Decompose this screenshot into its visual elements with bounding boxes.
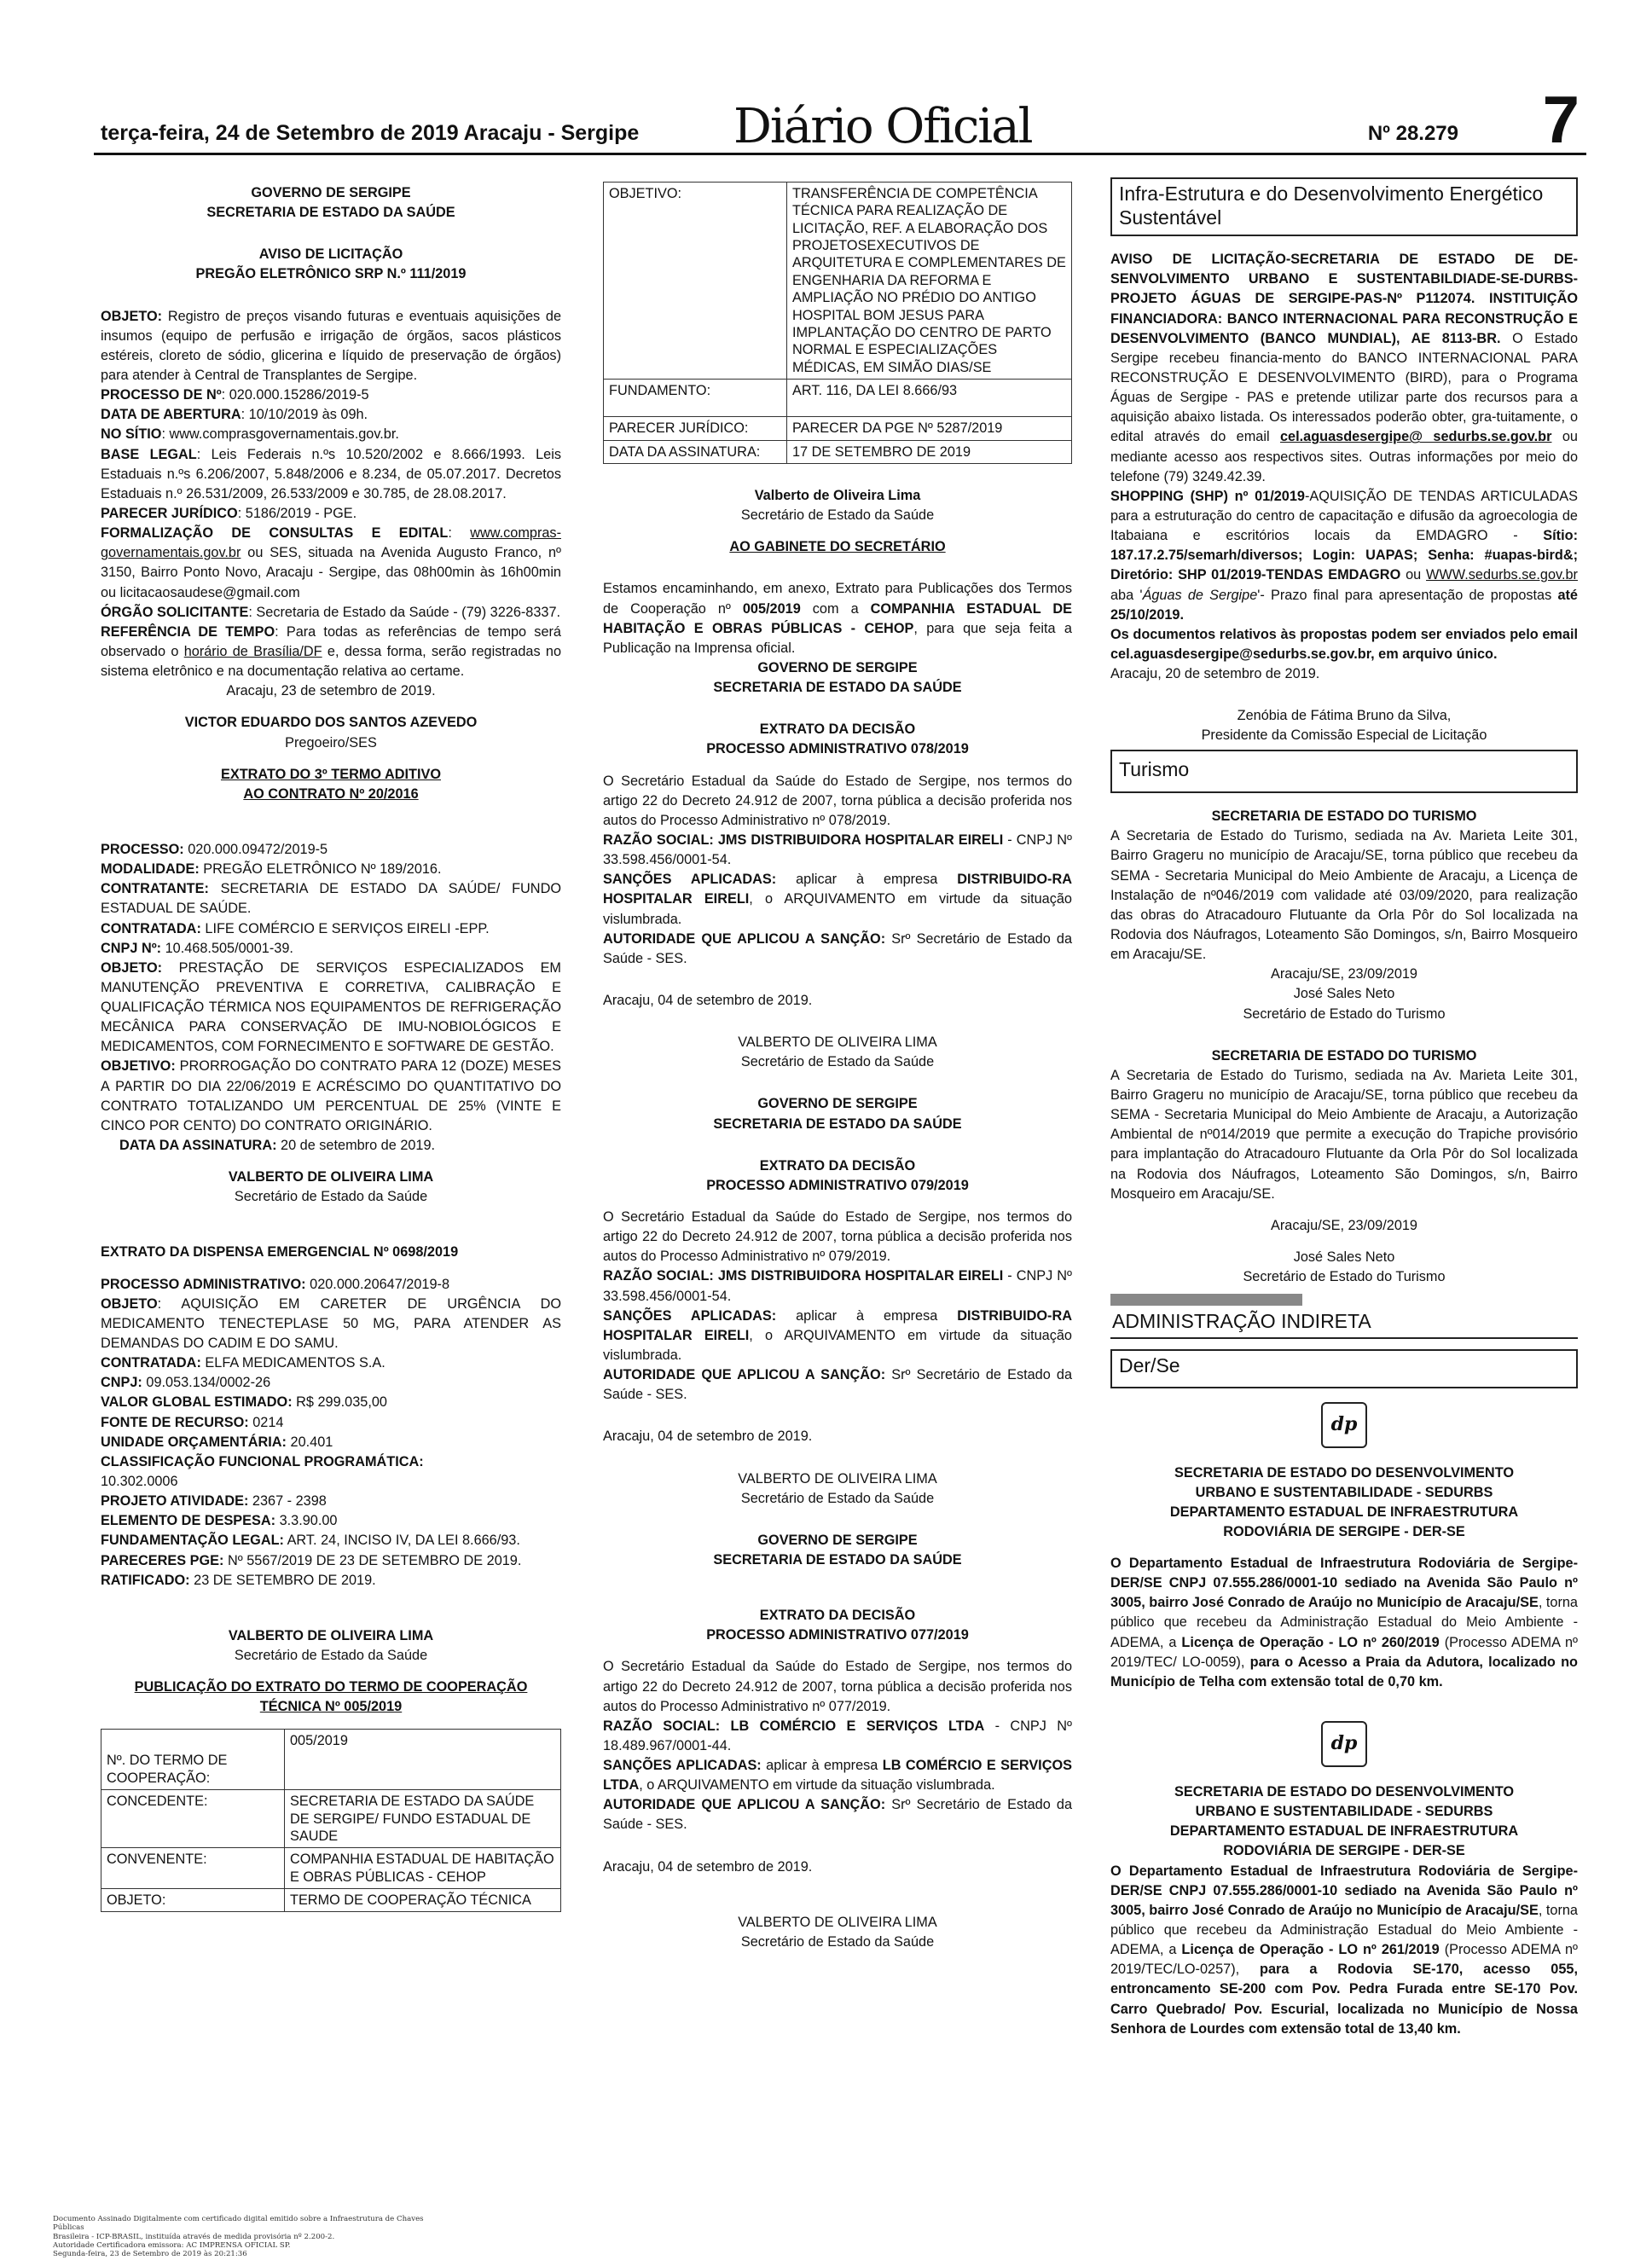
pregao-heading: PREGÃO ELETRÔNICO SRP N.º 111/2019: [195, 266, 467, 282]
objetivo: OBJETIVO: PRORROGAÇÃO DO CONTRATO PARA 12 (DOZE) MESES A PARTIR DO DIA 22/06/2019 E ACRÉSCIMO DO QUANTITATIVO DO CONTRATO TOTALIZANDO UM PERCENTUAL DE 25% (VINTE E CINCO POR CENTO) DO CONTRATO ORIGINÁRIO.: [101, 1058, 561, 1133]
abertura-line: DATA DE ABERTURA: 10/10/2019 às 09h.: [101, 407, 368, 423]
decisao-text: O Secretário Estadual da Saúde do Estado de Sergipe, nos termos do artigo 22 do Decreto 24.912 de 2007, torna pública a decisão proferida nos autos do Processo Administrativo nº 078/2019.: [603, 773, 1072, 828]
table-row: FUNDAMENTO: ART. 116, DA LEI 8.666/93: [604, 379, 1072, 416]
turismo-text-2: A Secretaria de Estado do Turismo, sediada na Av. Marieta Leite 301, Bairro Grageru no município de Aracaju/SE, torna público que recebeu da SEMA - Secretaria Municipal do Meio Ambiente de Aracaju, a Autorização Ambiental de nº014/2019 que permite a execução do Trapiche provisório para implantação do Atracadouro Flutuante da Orla Pôr do Sol localizada na Rodovia dos Náufragos, Loteamento São Domingos, s/n, Bairro Mosqueiro em Aracaju/SE.: [1110, 1067, 1578, 1202]
signer-name: Valberto de Oliveira Lima: [754, 488, 921, 504]
projeto-atividade: PROJETO ATIVIDADE: 2367 - 2398: [101, 1493, 327, 1510]
aviso-heading: AVISO DE LICITAÇÃO: [258, 246, 403, 263]
base-legal: BASE LEGAL: Leis Federais n.ºs 10.520/2002 e 8.666/1993. Leis Estaduais n.ºs 6.206/2007, 5.848/2006 e 8.234, de 05.07.2017. Decretos Estaduais n.º 26.531/2009, 26.533/2009 e 30.785, de 28.08.2017.: [101, 446, 561, 501]
cooperacao-table: [101, 1729, 561, 1912]
signer-role: Pregoeiro/SES: [285, 734, 377, 751]
table-row: CONCEDENTE: SECRETARIA DE ESTADO DA SAÚDE DE SERGIPE/ FUNDO ESTADUAL DE SAUDE: [101, 1790, 561, 1848]
turismo-heading: SECRETARIA DE ESTADO DO TURISMO: [1211, 1047, 1477, 1063]
autoridade: AUTORIDADE QUE APLICOU A SANÇÃO: Srº Secretário de Estado da Saúde - SES.: [603, 930, 1072, 966]
signer-name: VICTOR EDUARDO DOS SANTOS AZEVEDO: [184, 715, 478, 731]
contratante: CONTRATANTE: SECRETARIA DE ESTADO DA SAÚDE/ FUNDO ESTADUAL DE SAÚDE.: [101, 881, 561, 917]
signer-name: José Sales Neto: [1293, 1249, 1395, 1265]
sedurbs-link[interactable]: WWW.sedurbs.se.gov.br: [1426, 567, 1578, 583]
gabinete-heading: AO GABINETE DO SECRETÁRIO: [729, 539, 946, 555]
der-logo-icon: dp: [1321, 1721, 1367, 1767]
signer-role: Secretário de Estado da Saúde: [740, 507, 935, 524]
edition-number: Nº 28.279: [1367, 122, 1458, 145]
sancoes: SANÇÕES APLICADAS: aplicar à empresa DISTRIBUIDO-RA HOSPITALAR EIRELI, o ARQUIVAMENTO em virtude da situação vislumbrada.: [603, 872, 1072, 927]
decisao-heading: EXTRATO DA DECISÃO: [759, 1608, 916, 1624]
signer-role: Secretário de Estado da Saúde: [234, 1189, 428, 1205]
signer-role: Secretário de Estado do Turismo: [1243, 1006, 1446, 1022]
extrato-title: EXTRATO DO 3º TERMO ADITIVO: [220, 766, 442, 782]
signer-role: Secretário de Estado do Turismo: [1243, 1269, 1446, 1285]
der-heading: DEPARTAMENTO ESTADUAL DE INFRAESTRUTURA: [1169, 1504, 1519, 1520]
publicacao-subtitle: TÉCNICA Nº 005/2019: [259, 1699, 403, 1715]
der-heading: URBANO E SUSTENTABILIDADE - SEDURBS: [1195, 1804, 1493, 1820]
pareceres: PARECERES PGE: Nº 5567/2019 DE 23 DE SETEMBRO DE 2019.: [101, 1552, 522, 1568]
objeto2: OBJETO: PRESTAÇÃO DE SERVIÇOS ESPECIALIZADOS EM MANUTENÇÃO PREVENTIVA E CORRETIVA, CALIBRAÇÃO E QUALIFICAÇÃO TÉRMICA NOS EQUIPAMENTOS DE REFRIGERAÇÃO MECÂNICA PARA CONSERVAÇÃO DE IMU-NOBIOLÓGICOS E MEDICAMENTOS, COM FORNECIMENTO E SOFTWARE DE GESTÃO.: [101, 959, 561, 1055]
der-text-2: O Departamento Estadual de Infraestrutura Rodoviária de Sergipe-DER/SE CNPJ 07.555.286/0001-10 sediado na Avenida São Paulo nº 3005, bairro José Conrado de Araújo no Município de Aracaju/SE, torna público que recebeu da Administração Estadual do Meio Ambiente - ADEMA, a Licença de Operação - LO nº 261/2019 (Processo ADEMA nº 2019/TEC/LO-0257), para a Rodovia SE-170, acesso 055, entroncamento SE-200 com Pov. Pedra Furada entre SE-170 Pov. Carro Quebrado/ Pov. Escurial, localizada no Município de Nossa Senhora de Lourdes com extensão total de 13,40 km.: [1110, 1863, 1579, 2037]
publicacao-title: PUBLICAÇÃO DO EXTRATO DO TERMO DE COOPERAÇÃO: [134, 1679, 528, 1695]
decisao-heading: EXTRATO DA DECISÃO: [759, 722, 916, 738]
elemento-despesa: ELEMENTO DE DESPESA: 3.3.90.00: [101, 1513, 338, 1529]
sec-heading: SECRETARIA DE ESTADO DA SAÚDE: [713, 680, 962, 696]
signer-name: VALBERTO DE OLIVEIRA LIMA: [228, 1627, 434, 1643]
der-logo-icon: dp: [1321, 1402, 1367, 1448]
autoridade: AUTORIDADE QUE APLICOU A SANÇÃO: Srº Secretário de Estado da Saúde - SES.: [603, 1367, 1072, 1403]
data-assinatura: DATA DA ASSINATURA: 20 de setembro de 2019.: [119, 1138, 436, 1154]
signer-role: Secretário de Estado da Saúde: [740, 1933, 935, 1950]
local-date: Aracaju, 04 de setembro de 2019.: [603, 1429, 813, 1445]
column-2: [603, 182, 1072, 1952]
modalidade: MODALIDADE: PREGÃO ELETRÔNICO Nº 189/2016.: [101, 861, 442, 878]
sec-heading: SECRETARIA DE ESTADO DA SAÚDE: [713, 1116, 962, 1132]
autoridade: AUTORIDADE QUE APLICOU A SANÇÃO: Srº Secretário de Estado da Saúde - SES.: [603, 1797, 1072, 1833]
column-3: [1110, 177, 1578, 2039]
table-row: Nº. DO TERMO DE COOPERAÇÃO: 005/2019: [101, 1730, 561, 1790]
signer-name: VALBERTO DE OLIVEIRA LIMA: [228, 1169, 434, 1185]
header-date: terça-feira, 24 de Setembro de 2019 Aracaju - Sergipe: [101, 121, 640, 145]
sec-heading: SECRETARIA DE ESTADO DA SAÚDE: [206, 205, 455, 221]
signer-role: Secretário de Estado da Saúde: [234, 1648, 428, 1663]
decisao-text: O Secretário Estadual da Saúde do Estado de Sergipe, nos termos do artigo 22 do Decreto 24.912 de 2007, torna pública a decisão proferida nos autos do Processo Administrativo nº 079/2019.: [603, 1208, 1072, 1265]
table-row: OBJETO: TERMO DE COOPERAÇÃO TÉCNICA: [101, 1888, 561, 1911]
encaminhamento: Estamos encaminhando, em anexo, Extrato para Publicações dos Termos de Cooperação nº 005/2019 com a COMPANHIA ESTADUAL DE HABITAÇÃO E OBRAS PÚBLICAS - CEHOP, para que seja feita a Publicação na Imprensa oficial.: [603, 581, 1073, 656]
der-heading: SECRETARIA DE ESTADO DO DESENVOLVIMENTO: [1174, 1464, 1515, 1481]
page-number: 7: [1542, 82, 1580, 157]
parecer-line: PARECER JURÍDICO: 5186/2019 - PGE.: [101, 505, 357, 521]
section-infraestrutura: Infra-Estrutura e do Desenvolvimento Energético Sustentável: [1110, 177, 1578, 236]
signer-role: Secretário de Estado da Saúde: [740, 1490, 935, 1506]
gov-heading: GOVERNO DE SERGIPE: [757, 1096, 918, 1112]
cnpj3: CNPJ: 09.053.134/0002-26: [101, 1375, 271, 1391]
column-1: [101, 183, 561, 1912]
turismo-date: Aracaju/SE, 23/09/2019: [1271, 966, 1417, 982]
signer-name: Zenóbia de Fátima Bruno da Silva,: [1237, 708, 1452, 724]
table-row: DATA DA ASSINATURA: 17 DE SETEMBRO DE 2019: [604, 440, 1072, 463]
der-text-1: O Departamento Estadual de Infraestrutura Rodoviária de Sergipe-DER/SE CNPJ 07.555.286/0001-10 sediado na Avenida São Paulo nº 3005, bairro José Conrado de Araújo no Município de Aracaju/SE, torna público que recebeu da Administração Estadual do Meio Ambiente - ADEMA, a Licença de Operação - LO nº 260/2019 (Processo ADEMA nº 2019/TEC/ LO-0059), para o Acesso a Praia da Adutora, localizado no Município de Telha com extensão total de 0,70 km.: [1110, 1556, 1579, 1689]
local-date: Aracaju, 04 de setembro de 2019.: [603, 992, 813, 1008]
orgao-line: ÓRGÃO SOLICITANTE: Secretaria de Estado da Saúde - (79) 3226-8337.: [101, 604, 561, 620]
sitio-line: NO SÍTIO: www.comprasgovernamentais.gov.br.: [101, 426, 399, 443]
aviso-licitacao: AVISO DE LICITAÇÃO-SECRETARIA DE ESTADO DE DE-SENVOLVIMENTO URBANO E SUSTENTABILDIADE-SE-DURBS-PROJETO ÁGUAS DE SERGIPE-PAS-Nº P112074. INSTITUIÇÃO FINANCIADORA: BANCO INTERNACIONAL PARA RECONSTRUÇÃO E DESENVOLVIMENTO (BANCO MUNDIAL), AE 8113-BR. O Estado Sergipe recebeu financia-mento do BANCO INTERNACIONAL PARA RECONSTRUÇÃO E DESENVOLVIMENTO (BIRD), para o Programa Águas de Sergipe - PAS e pretende utilizar parte dos recursos para a aquisição abaixo listada. Os interessados poderão obter, gra-tuitamente, o edital através do email cel.aguasdesergipe@ sedurbs.se.gov.br ou mediante acesso aos respectivos sites. Outras informações por meio do telefone (79) 3249.42.39.: [1110, 252, 1578, 484]
fundamentacao: FUNDAMENTAÇÃO LEGAL: ART. 24, INCISO IV, DA LEI 8.666/93.: [101, 1533, 520, 1549]
decisao-heading: EXTRATO DA DECISÃO: [759, 1157, 916, 1174]
processo-line: PROCESSO DE Nº: 020.000.15286/2019-5: [101, 387, 369, 403]
gov-heading: GOVERNO DE SERGIPE: [251, 185, 411, 200]
local-date: Aracaju, 20 de setembro de 2019.: [1110, 666, 1320, 682]
fonte-recurso: FONTE DE RECURSO: 0214: [101, 1414, 284, 1430]
documentos: Os documentos relativos às propostas podem ser enviados pelo email cel.aguasdesergipe@sedurbs.se.gov.br, em arquivo único.: [1110, 626, 1578, 662]
der-heading: RODOVIÁRIA DE SERGIPE - DER-SE: [1223, 1843, 1465, 1859]
ratificado: RATIFICADO: 23 DE SETEMBRO DE 2019.: [101, 1572, 376, 1588]
objeto-paragraph: OBJETO: Registro de preços visando futuras e eventuais aquisições de insumos (equipo de perfusão e irrigação de órgãos, sacos plásticos estéreis, cloreto de sódio, glicerina e líquido de preservação de órgãos) para atender à Central de Transplantes de Sergipe.: [101, 308, 561, 383]
masthead-title: Diário Oficial: [733, 99, 1032, 154]
valor-global: VALOR GLOBAL ESTIMADO: R$ 299.035,00: [101, 1394, 387, 1411]
turismo-date: Aracaju/SE, 23/09/2019: [1271, 1217, 1417, 1233]
sec-heading: SECRETARIA DE ESTADO DA SAÚDE: [713, 1551, 962, 1568]
gov-heading: GOVERNO DE SERGIPE: [757, 1532, 918, 1548]
decisao-text: O Secretário Estadual da Saúde do Estado de Sergipe, nos termos do artigo 22 do Decreto 24.912 de 2007, torna pública a decisão proferida nos autos do Processo Administrativo nº 077/2019.: [603, 1659, 1072, 1714]
cnpj: CNPJ Nº: 10.468.505/0001-39.: [101, 940, 293, 956]
sancoes: SANÇÕES APLICADAS: aplicar à empresa LB COMÉRCIO E SERVIÇOS LTDA, o ARQUIVAMENTO em virtude da situação vislumbrada.: [603, 1758, 1072, 1794]
processo2: PROCESSO: 020.000.09472/2019-5: [101, 841, 328, 857]
formalizacao: FORMALIZAÇÃO DE CONSULTAS E EDITAL: www.compras-governamentais.gov.br ou SES, situada na Avenida Augusto Franco, nº 3150, Bairro Ponto Novo, Aracaju - Sergipe, das 08h00min às 16h00min ou licitacaosaudese@gmail.com: [101, 525, 561, 600]
section-turismo: Turismo: [1110, 750, 1578, 794]
extrato-subtitle: AO CONTRATO Nº 20/2016: [243, 785, 419, 802]
sancoes: SANÇÕES APLICADAS: aplicar à empresa DISTRIBUIDO-RA HOSPITALAR EIRELI, o ARQUIVAMENTO em virtude da situação vislumbrada.: [603, 1307, 1072, 1363]
razao-social: RAZÃO SOCIAL: LB COMÉRCIO E SERVIÇOS LTDA - CNPJ Nº 18.489.967/0001-44.: [603, 1718, 1072, 1753]
section-der: Der/Se: [1110, 1349, 1578, 1388]
der-heading: SECRETARIA DE ESTADO DO DESENVOLVIMENTO: [1174, 1784, 1515, 1800]
unidade-orcamentaria: UNIDADE ORÇAMENTÁRIA: 20.401: [101, 1434, 333, 1450]
page-header: [94, 82, 1586, 157]
signer-name: VALBERTO DE OLIVEIRA LIMA: [738, 1034, 937, 1051]
classificacao: CLASSIFICAÇÃO FUNCIONAL PROGRAMÁTICA: 10.302.0006: [101, 1453, 424, 1490]
table-row: OBJETIVO: TRANSFERÊNCIA DE COMPETÊNCIA TÉCNICA PARA REALIZAÇÃO DE LICITAÇÃO, REF. A ELABORAÇÃO DOS PROJETOSEXECUTIVOS DE ARQUITETURA E COMPLEMENTARES DE ENGENHARIA DA REFORMA E AMPLIAÇÃO NO PRÉDIO DO ANTIGO HOSPITAL BOM JESUS PARA IMPLANTAÇÃO DO CENTRO DE PARTO NORMAL E ESPECIALIZAÇÕES MÉDICAS, EM SIMÃO DIAS/SE: [604, 183, 1072, 380]
certificate-footer: Documento Assinado Digitalmente com certificado digital emitido sobre a Infraestrutura de Chaves Públicas Brasileira - ICP-BRASIL, instituída através de medida provisória nº 2.200-2. Autoridade Certificadora emissora: AC IMPRENSA OFICIAL SP. Segunda-feira, 23 de Setembro de 2019 às 20:21:36: [53, 2215, 424, 2259]
administracao-indireta: ADMINISTRAÇÃO INDIRETA: [1110, 1306, 1578, 1339]
objeto3: OBJETO: AQUISIÇÃO EM CARETER DE URGÊNCIA DO MEDICAMENTO TENECTEPLASE 50 MG, PARA ATENDER AS DEMANDAS DO CADIM E DO SAMU.: [101, 1295, 561, 1352]
turismo-text-1: A Secretaria de Estado do Turismo, sediada na Av. Marieta Leite 301, Bairro Grageru no município de Aracaju/SE, torna público que recebeu da SEMA - Secretaria Municipal do Meio Ambiente de Aracaju, a Licença de Instalação de nº046/2019 com validade até 03/09/2020, para realização das obras do Atracadouro Flutuante da Orla Pôr do Sol localizada na Rodovia dos Náufragos, Loteamento São Domingos, s/n, Bairro Mosqueiro em Aracaju/SE.: [1110, 828, 1578, 963]
processo-heading: PROCESSO ADMINISTRATIVO 079/2019: [706, 1177, 969, 1193]
dispensa-title: EXTRATO DA DISPENSA EMERGENCIAL Nº 0698/2019: [101, 1244, 459, 1260]
signer-role: Presidente da Comissão Especial de Licitação: [1201, 727, 1487, 744]
processo-heading: PROCESSO ADMINISTRATIVO 078/2019: [706, 741, 969, 757]
processo-heading: PROCESSO ADMINISTRATIVO 077/2019: [706, 1627, 969, 1643]
table-row: PARECER JURÍDICO: PARECER DA PGE Nº 5287/2019: [604, 417, 1072, 440]
razao-social: RAZÃO SOCIAL: JMS DISTRIBUIDORA HOSPITALAR EIRELI - CNPJ Nº 33.598.456/0001-54.: [603, 832, 1072, 868]
razao-social: RAZÃO SOCIAL: JMS DISTRIBUIDORA HOSPITALAR EIRELI - CNPJ Nº 33.598.456/0001-54.: [603, 1268, 1072, 1304]
signer-name: VALBERTO DE OLIVEIRA LIMA: [738, 1470, 937, 1487]
table-row: CONVENENTE: COMPANHIA ESTADUAL DE HABITAÇÃO E OBRAS PÚBLICAS - CEHOP: [101, 1848, 561, 1889]
der-heading: RODOVIÁRIA DE SERGIPE - DER-SE: [1223, 1523, 1465, 1539]
divider-bar: [1110, 1294, 1302, 1306]
signer-role: Secretário de Estado da Saúde: [740, 1054, 935, 1070]
cooperacao-table-cont: [603, 182, 1072, 464]
signer-name: VALBERTO DE OLIVEIRA LIMA: [738, 1914, 937, 1930]
gov-heading: GOVERNO DE SERGIPE: [757, 660, 918, 676]
contratada: CONTRATADA: LIFE COMÉRCIO E SERVIÇOS EIRELI -EPP.: [101, 920, 490, 936]
processo-adm: PROCESSO ADMINISTRATIVO: 020.000.20647/2019-8: [101, 1276, 450, 1292]
compras-link[interactable]: www.compras-governamentais.gov.br: [101, 525, 561, 561]
referencia-tempo: REFERÊNCIA DE TEMPO: Para todas as referências de tempo será observado o horário de Brasília/DF e, dessa forma, serão registradas no sistema eletrônico e na documentação relativa ao certame.: [101, 623, 561, 680]
signer-name: José Sales Neto: [1293, 986, 1395, 1002]
turismo-heading: SECRETARIA DE ESTADO DO TURISMO: [1211, 808, 1477, 825]
shopping: SHOPPING (SHP) nº 01/2019-AQUISIÇÃO DE TENDAS ARTICULADAS para a estruturação do centro de capacitação e difusão da agroecologia de Itabaiana e escritórios locais da EMDAGRO - Sítio: 187.17.2.75/semarh/diversos; Login: UAPAS; Senha: #uapas-bird&; Diretório: SHP 01/2019-TENDAS EMDAGRO ou WWW.sedurbs.se.gov.br aba 'Águas de Sergipe'- Prazo final para apresentação de propostas até 25/10/2019.: [1110, 488, 1578, 623]
email-link[interactable]: cel.aguasdesergipe@ sedurbs.se.gov.br: [1280, 429, 1552, 445]
local-date: Aracaju, 04 de setembro de 2019.: [603, 1858, 813, 1875]
local-date: Aracaju, 23 de setembro de 2019.: [226, 683, 436, 699]
contratada3: CONTRATADA: ELFA MEDICAMENTOS S.A.: [101, 1355, 385, 1371]
der-heading: DEPARTAMENTO ESTADUAL DE INFRAESTRUTURA: [1169, 1823, 1519, 1840]
der-heading: URBANO E SUSTENTABILIDADE - SEDURBS: [1195, 1484, 1493, 1500]
